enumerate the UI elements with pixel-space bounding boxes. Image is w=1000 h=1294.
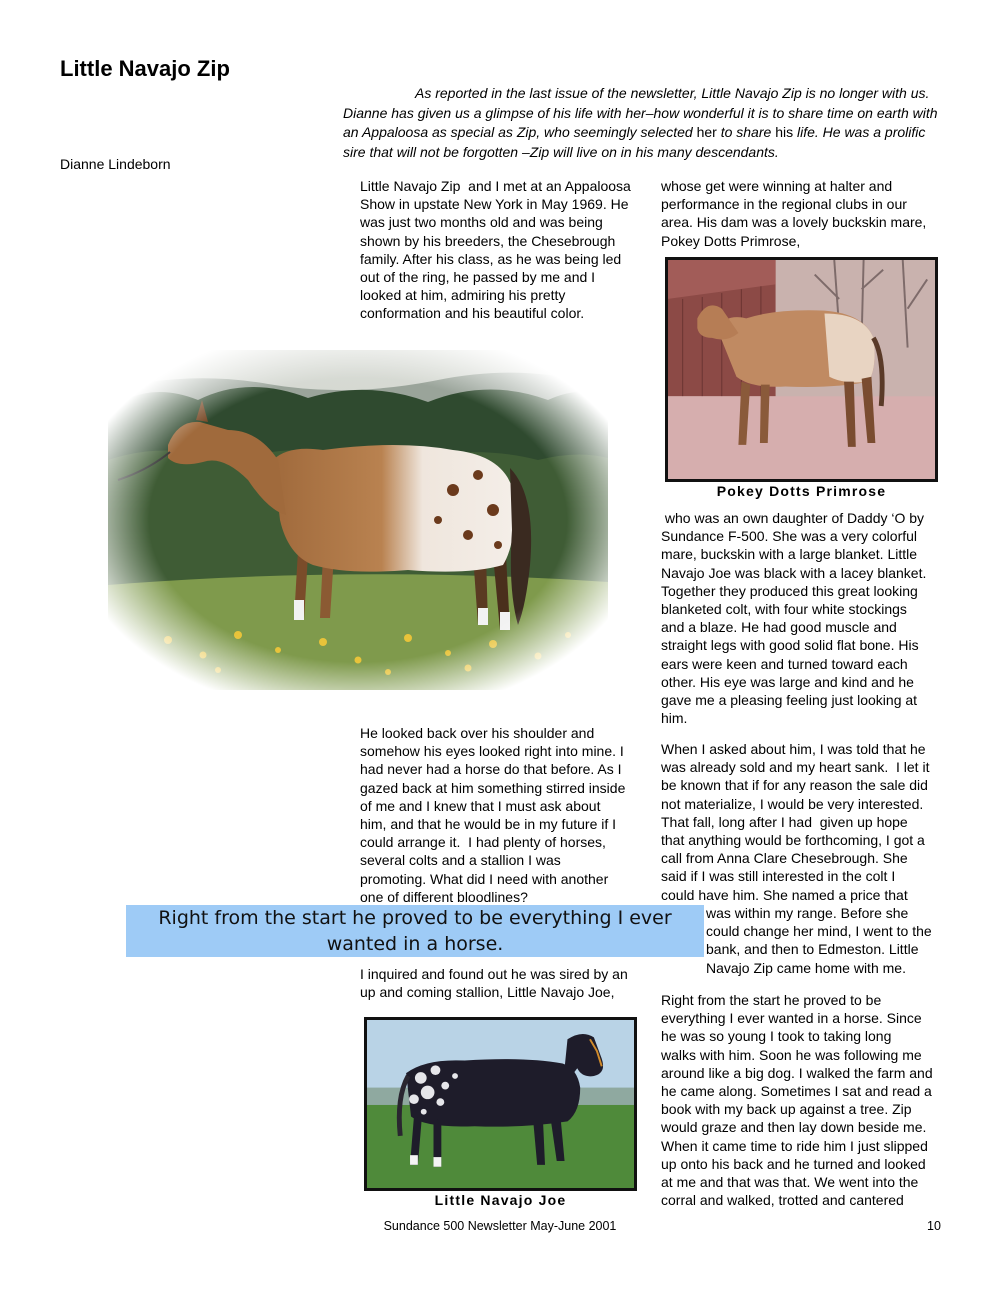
text-line: was already sold and my heart sank. I let it bbox=[661, 759, 930, 776]
text-line: When it came time to ride him I just slipped bbox=[661, 1137, 928, 1154]
text-line: said if I was still interested in the colt I bbox=[661, 868, 896, 885]
intro-text-4: his bbox=[775, 124, 794, 140]
text-line: book with my back up against a tree. Zip bbox=[661, 1101, 912, 1118]
text-line: Little Navajo Zip and I met at an Appaloosa bbox=[360, 178, 631, 194]
text-line: around like a big dog. I walked the farm and bbox=[661, 1064, 933, 1081]
text-line: not materialize, I would be very interested. bbox=[661, 795, 924, 812]
text-line: him. bbox=[661, 710, 688, 727]
pokey-dotts-primrose-photo bbox=[665, 257, 938, 482]
text-line: Navajo Zip came home with me. bbox=[706, 959, 906, 976]
text-line: shown by his breeders, the Chesebrough bbox=[360, 232, 616, 249]
text-line: who was an own daughter of Daddy ‘O by bbox=[661, 510, 925, 526]
text-line: had never had a horse do that before. As I bbox=[360, 761, 622, 778]
intro-text-3: to share bbox=[720, 124, 772, 140]
col2-paragraph-2 bbox=[661, 509, 926, 727]
text-line: When I asked about him, I was told that he bbox=[661, 741, 926, 757]
text-line: could change her mind, I went to the bbox=[706, 923, 932, 940]
text-line: straight legs with good solid flat bone. His bbox=[661, 637, 919, 654]
text-line: mare, buckskin with a large blanket. Little bbox=[661, 546, 918, 563]
text-line: bank, and then to Edmeston. Little bbox=[706, 941, 919, 958]
intro-text-1: As reported in the last issue of the newsletter, Little Navajo Zip is no longer with us. Dianne has given us a glimpse of his life with her–how wonderful it is to share time on earth with an Appaloosa as special as Zip, who seemingly selected bbox=[343, 85, 938, 140]
text-line: that anything would be forthcoming, I got a bbox=[661, 832, 925, 849]
intro-text-5: life. He was a prolific sire that will not be forgotten –Zip will live on in his many descendants. bbox=[343, 124, 926, 160]
text-line: walks with him. Soon he was following me bbox=[661, 1046, 922, 1063]
text-line: could arrange it. I had plenty of horses, bbox=[360, 834, 606, 851]
pull-quote: Right from the start he proved to be everything I ever wanted in a horse. bbox=[126, 905, 704, 957]
text-line: up onto his back and he turned and looked bbox=[661, 1155, 926, 1172]
article-title: Little Navajo Zip bbox=[60, 56, 230, 81]
text-line: several colts and a stallion I was bbox=[360, 852, 561, 869]
intro-text-2: her bbox=[696, 124, 717, 140]
col2-paragraph-3-cont bbox=[706, 904, 932, 977]
col1-paragraph-2 bbox=[360, 724, 625, 906]
text-line: one of different bloodlines? bbox=[360, 888, 528, 905]
text-line: family. After his class, as he was being led bbox=[360, 250, 622, 267]
text-line: area. His dam was a lovely buckskin mare, bbox=[661, 214, 927, 231]
text-line: I inquired and found out he was sired by an bbox=[360, 966, 628, 982]
text-line: Together they produced this great looking bbox=[661, 582, 918, 599]
text-line: of me and I knew that I must ask about bbox=[360, 797, 601, 814]
text-line: conformation and his beautiful color. bbox=[360, 305, 585, 322]
text-line: Right from the start he proved to be bbox=[661, 992, 882, 1008]
text-line: blanketed colt, with four white stockings bbox=[661, 601, 907, 618]
author-name: Dianne Lindeborn bbox=[60, 156, 171, 172]
text-line: That fall, long after I had given up hope bbox=[661, 813, 908, 830]
text-line: everything I ever wanted in a horse. Since bbox=[661, 1010, 922, 1027]
dam-photo-caption: Pokey Dotts Primrose bbox=[716, 483, 887, 499]
col1-paragraph-1 bbox=[360, 177, 631, 323]
text-line: Navajo Joe was black with a lacey blanket. bbox=[661, 564, 927, 581]
text-line: was just two months old and was being bbox=[360, 214, 603, 231]
text-line: Sundance F-500. She was a very colorful bbox=[661, 528, 918, 545]
text-line: call from Anna Clare Chesebrough. She bbox=[661, 850, 908, 867]
text-line: looked at him, admiring his pretty bbox=[360, 287, 566, 304]
text-line: and a blaze. He had good muscle and bbox=[661, 619, 897, 636]
text-line: promoting. What did I need with another bbox=[360, 870, 609, 887]
page-number: 10 bbox=[927, 1219, 941, 1233]
text-line: would graze and then lay down beside me. bbox=[661, 1119, 927, 1136]
col2-paragraph-3 bbox=[661, 740, 929, 904]
text-line: he was so young I took to taking long bbox=[661, 1028, 892, 1045]
text-line: performance in the regional clubs in our bbox=[661, 196, 907, 213]
text-line: gave me a pleasing feeling just looking at bbox=[661, 692, 918, 709]
text-line: could have him. She named a price that bbox=[661, 886, 908, 903]
text-line: ears were keen and turned toward each bbox=[661, 655, 908, 672]
col1-paragraph-3 bbox=[360, 965, 628, 1001]
text-line: somehow his eyes looked right into mine. I bbox=[360, 743, 624, 760]
text-line: gazed back at him something stirred inside bbox=[360, 779, 626, 796]
text-line: Pokey Dotts Primrose, bbox=[661, 232, 801, 249]
col2-paragraph-1 bbox=[661, 177, 926, 250]
article-intro bbox=[343, 84, 943, 162]
text-line: Show in upstate New York in May 1969. He bbox=[360, 196, 629, 213]
col2-paragraph-4 bbox=[661, 991, 933, 1209]
text-line: other. His eye was large and kind and he bbox=[661, 673, 914, 690]
text-line: at me and that was that. We went into the bbox=[661, 1174, 919, 1191]
text-line: He looked back over his shoulder and bbox=[360, 725, 595, 741]
text-line: up and coming stallion, Little Navajo Joe, bbox=[360, 984, 615, 1001]
text-line: be known that if for any reason the sale did bbox=[661, 777, 928, 794]
text-line: out of the ring, he passed by me and I bbox=[360, 269, 596, 286]
little-navajo-joe-photo bbox=[364, 1017, 637, 1191]
footer-publication: Sundance 500 Newsletter May-June 2001 bbox=[383, 1219, 617, 1233]
little-navajo-zip-photo bbox=[108, 350, 608, 690]
sire-photo-caption: Little Navajo Joe bbox=[434, 1192, 567, 1208]
text-line: whose get were winning at halter and bbox=[661, 178, 893, 194]
text-line: was within my range. Before she bbox=[706, 905, 909, 921]
text-line: he came along. Sometimes I sat and read a bbox=[661, 1083, 932, 1100]
text-line: him, and that he would be in my future if I bbox=[360, 816, 617, 833]
text-line: corral and walked, trotted and cantered bbox=[661, 1192, 904, 1209]
